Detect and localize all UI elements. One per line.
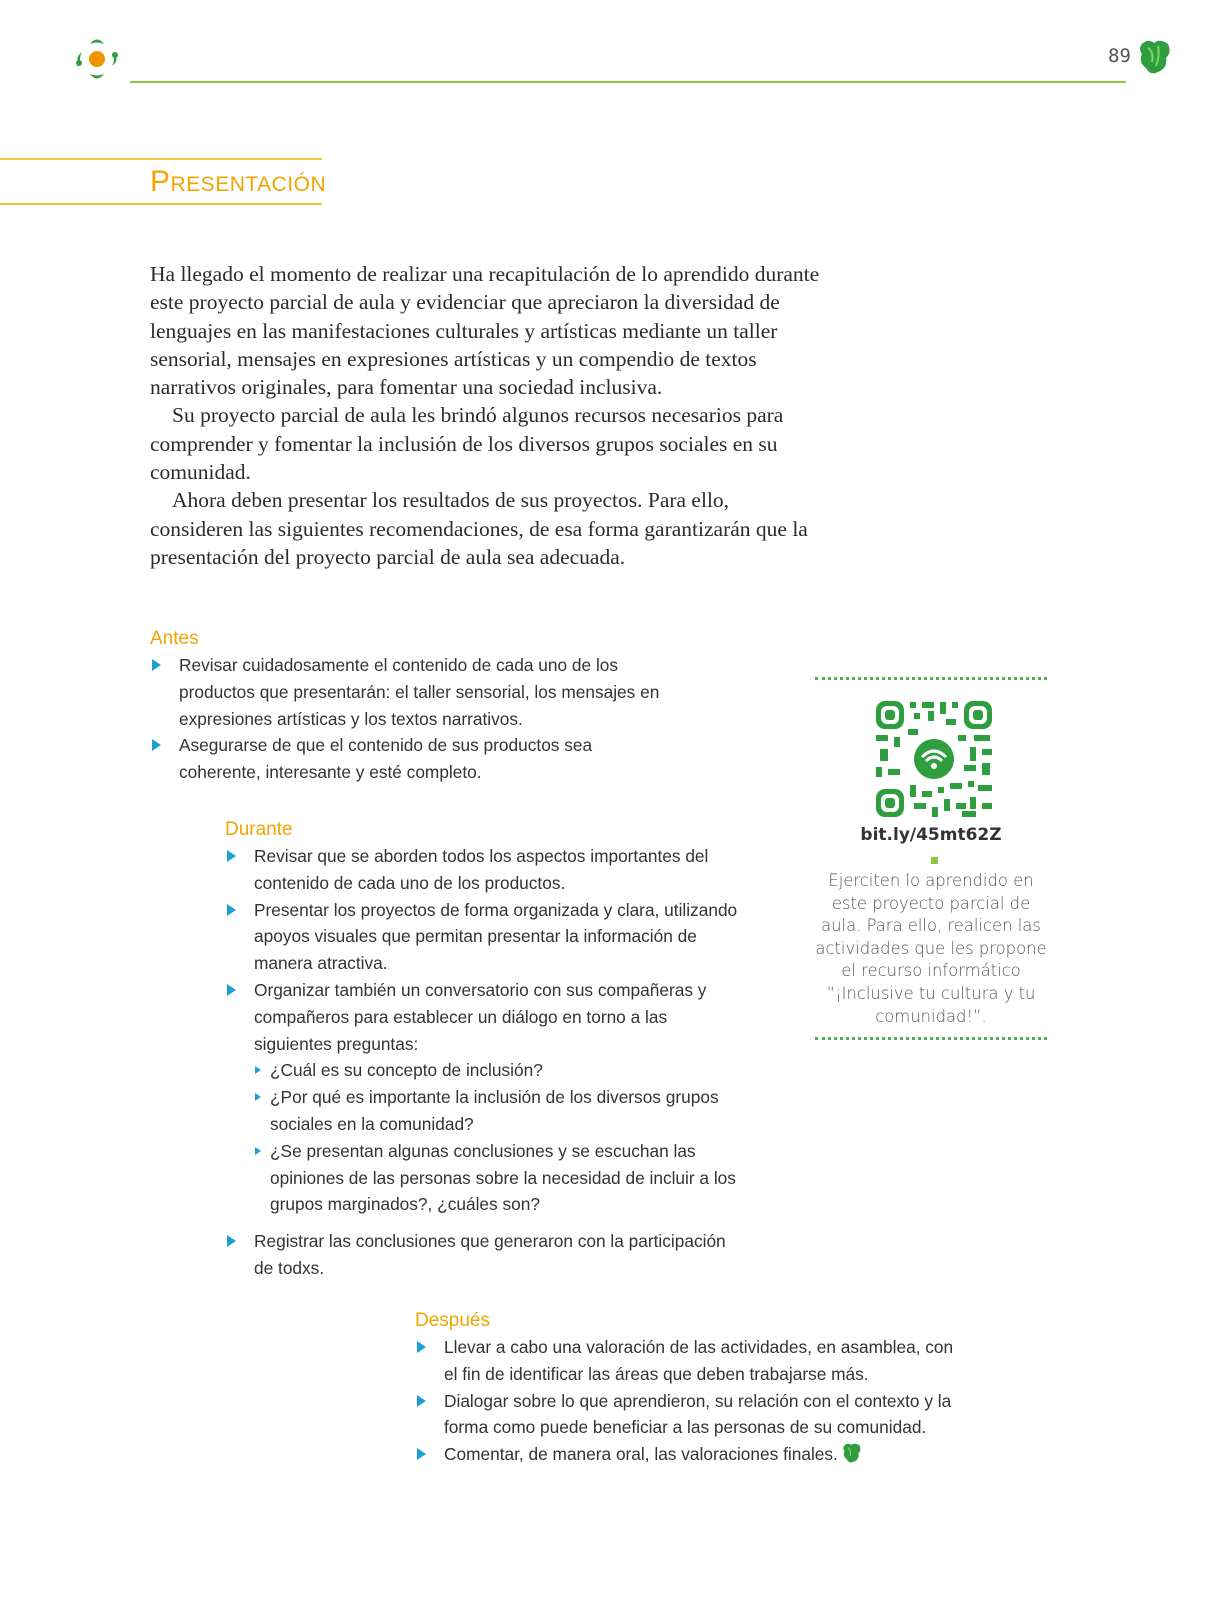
list-item: Comentar, de manera oral, las valoraciones finales. — [415, 1441, 955, 1468]
list-item: Asegurarse de que el contenido de sus productos sea coherente, interesante y esté completo. — [150, 732, 670, 786]
bullet-icon — [227, 904, 236, 916]
qr-link[interactable]: bit.ly/45mt62Z — [860, 825, 1002, 845]
list-item: Revisar cuidadosamente el contenido de cada uno de los productos que presentarán: el taller sensorial, los mensajes en expresiones artísticas y los textos narrativos. — [150, 652, 670, 732]
despues-heading: Después — [415, 1310, 490, 1331]
bullet-icon — [255, 1066, 261, 1074]
question-item: ¿Por qué es importante la inclusión de los diversos grupos sociales en la comunidad? — [254, 1084, 745, 1138]
list-item: Organizar también un conversatorio con sus compañeras y compañeros para establecer un diálogo en torno a las siguientes preguntas: ¿Cuál es su concepto de inclusión? ¿Por qué es importante la inclusión de los diversos grupos sociales en la comunidad? ¿Se presentan algunas conclusiones y se escuchan las opiniones de las personas sobre la necesidad de incluir a los grupos marginados?, ¿cuáles son? — [225, 977, 745, 1218]
bullet-icon — [227, 984, 236, 996]
list-item: Llevar a cabo una valoración de las actividades, en asamblea, con el fin de identificar las áreas que deben trabajarse más. — [415, 1334, 955, 1388]
qr-code-icon[interactable] — [874, 699, 994, 819]
question-item: ¿Se presentan algunas conclusiones y se escuchan las opiniones de las personas sobre la necesidad de incluir a los grupos marginados?, ¿cuáles son? — [254, 1138, 745, 1218]
bullet-icon — [417, 1395, 426, 1407]
antes-section — [150, 628, 670, 786]
list-item: Registrar las conclusiones que generaron con la participación de todxs. — [225, 1228, 745, 1282]
dotted-divider — [815, 1037, 1047, 1040]
title-rule-bottom — [0, 203, 322, 205]
flower-logo-icon — [70, 32, 126, 88]
bullet-icon — [152, 739, 161, 751]
question-item: ¿Cuál es su concepto de inclusión? — [254, 1057, 745, 1084]
bullet-icon — [255, 1093, 261, 1101]
green-leaf-icon — [842, 1442, 862, 1464]
bullet-icon — [152, 659, 161, 671]
bullet-icon — [417, 1448, 426, 1460]
bullet-icon — [227, 1235, 236, 1247]
section-title: Presentación — [150, 165, 327, 198]
intro-paragraph: Ha llegado el momento de realizar una recapitulación de lo aprendido durante este proyecto parcial de aula y evidenciar que apreciaron la diversidad de lenguajes en las manifestaciones culturales y artísticas mediante un taller sensorial, mensajes en expresiones artísticas y un compendio de textos narrativos originales, para fomentar una sociedad inclusiva. — [150, 262, 820, 400]
dotted-divider — [815, 677, 1047, 680]
header-rule — [130, 81, 1126, 83]
green-square-icon — [931, 857, 938, 864]
durante-section — [225, 819, 745, 1282]
list-item: Dialogar sobre lo que aprendieron, su relación con el contexto y la forma como puede beneficiar a las personas de su comunidad. — [415, 1388, 955, 1442]
title-rule-top — [0, 158, 322, 160]
intro-paragraph: Su proyecto parcial de aula les brindó algunos recursos necesarios para comprender y fomentar la inclusión de los diversos grupos sociales en su comunidad. — [150, 403, 784, 485]
intro-paragraph: Ahora deben presentar los resultados de sus proyectos. Para ello, consideren las siguientes recomendaciones, de esa forma garantizarán que la presentación del proyecto parcial de aula sea adecuada. — [150, 488, 808, 569]
bullet-icon — [255, 1147, 261, 1155]
qr-resource-box — [815, 677, 1047, 1043]
antes-heading: Antes — [150, 628, 199, 649]
bullet-icon — [227, 850, 236, 862]
list-item: Revisar que se aborden todos los aspectos importantes del contenido de cada uno de los productos. — [225, 843, 745, 897]
intro-text — [150, 260, 820, 571]
page-number: 89 — [1108, 45, 1131, 67]
green-leaf-icon — [1138, 38, 1172, 76]
list-item: Presentar los proyectos de forma organizada y clara, utilizando apoyos visuales que permitan presentar la información de manera atractiva. — [225, 897, 745, 977]
despues-section — [415, 1310, 955, 1468]
durante-heading: Durante — [225, 819, 293, 840]
bullet-icon — [417, 1341, 426, 1353]
qr-description: Ejerciten lo aprendido en este proyecto parcial de aula. Para ello, realicen las actividades que les propone el recurso informático “¡Inclusive tu cultura y tu comunidad!”. — [815, 871, 1047, 1026]
questions-list — [254, 1057, 745, 1218]
